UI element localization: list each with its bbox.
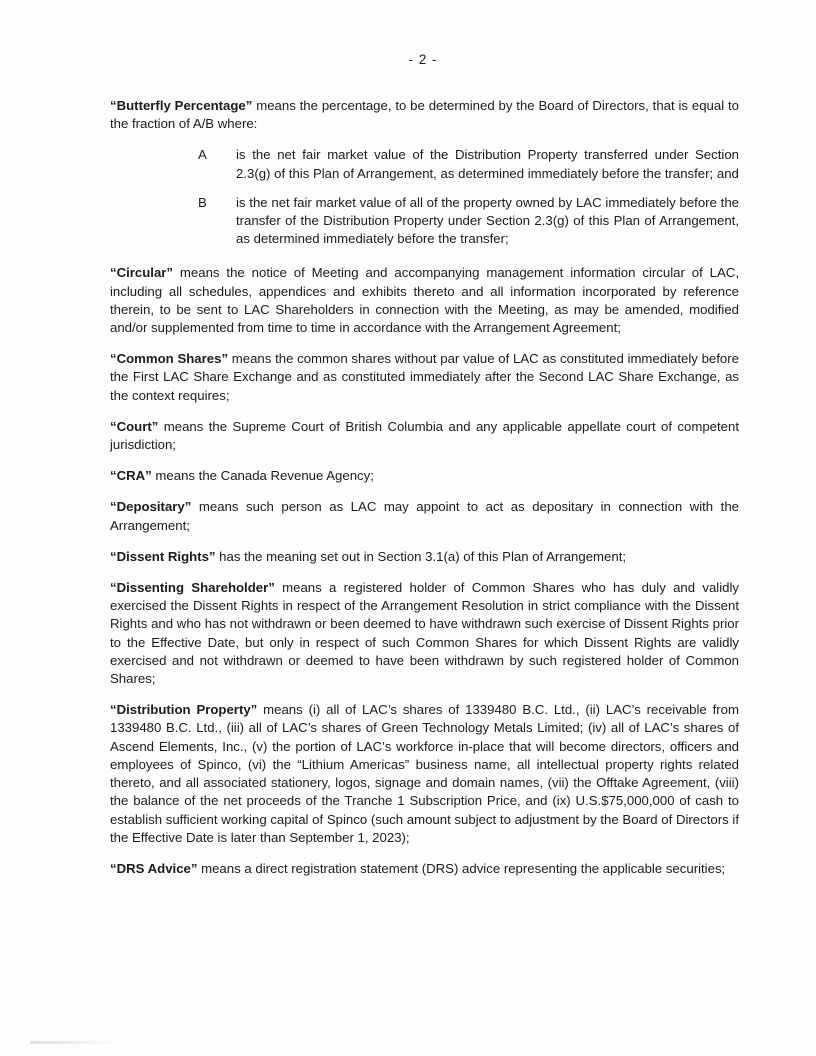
definition-text: means the percentage, to be determined by the Board of Directors, that is equal to the fraction of A/B where: — [110, 98, 739, 132]
component-b — [110, 194, 739, 249]
fraction-components — [110, 146, 739, 248]
term-cra: “CRA” — [110, 468, 152, 484]
component-text: is the net fair market value of all of the property owned by LAC immediately before the transfer of the Distribution Property under Section 2.3(g) of this Plan of Arrangement, as determined immediately before the transfer; — [236, 194, 739, 247]
definition-text: means a direct registration statement (DRS) advice representing the applicable securities; — [197, 860, 726, 876]
term-depositary: “Depositary” — [110, 499, 192, 515]
definition-text: has the meaning set out in Section 3.1(a) of this Plan of Arrangement; — [215, 548, 627, 564]
definition-text: means the common shares without par value of LAC as constituted immediately before the First LAC Share Exchange and as constituted immediately after the Second LAC Share Exchange, as the context requires; — [110, 351, 739, 403]
definition-drs-advice — [110, 860, 739, 878]
term-distribution-property: “Distribution Property” — [110, 702, 258, 718]
component-label: A — [198, 147, 207, 163]
term-dissenting-shareholder: “Dissenting Shareholder” — [110, 580, 275, 596]
component-a — [110, 146, 739, 182]
component-text: is the net fair market value of the Distribution Property transferred under Section 2.3(g) of this Plan of Arrangement, as determined immediately before the transfer; and — [236, 147, 739, 181]
definition-text: means (i) all of LAC’s shares of 1339480 B.C. Ltd., (ii) LAC’s receivable from 1339480 B.C. Ltd., (iii) all of LAC’s shares of Green Technology Metals Limited; (iv) all of LAC’s shares of Ascend Elements, Inc., (v) the portion of LAC’s workforce in-place that will become directors, officers and employees of Spinco, (vi) the “Lithium Americas” business name, all intellectual property rights related thereto, and all associated stationery, logos, signage and domain names, (vii) the Offtake Agreement, (viii) the balance of the net proceeds of the Tranche 1 Subscription Price, and (ix) U.S.$75,000,000 of cash to establish sufficient working capital of Spinco (such amount subject to adjustment by the Board of Directors if the Effective Date is later than September 1, 2023); — [110, 702, 739, 845]
definition-cra — [110, 467, 739, 485]
definition-distribution-property — [110, 701, 739, 847]
definition-dissent-rights — [110, 548, 739, 566]
definition-circular — [110, 264, 739, 337]
definition-common-shares — [110, 350, 739, 405]
term-drs-advice: “DRS Advice” — [110, 860, 198, 876]
definition-text: means the Canada Revenue Agency; — [151, 468, 374, 484]
definitions-section — [110, 97, 739, 891]
definition-text: means the Supreme Court of British Columbia and any applicable appellate court of competent jurisdiction; — [110, 418, 739, 453]
definition-text: means such person as LAC may appoint to act as depositary in connection with the Arrangement; — [110, 499, 739, 533]
definition-text: means a registered holder of Common Shares who has duly and validly exercised the Dissent Rights in respect of the Arrangement Resolution in strict compliance with the Dissent Rights and who has not withdrawn or been deemed to have withdrawn such exercise of Dissent Rights prior to the Effective Date, but only in respect of such Common Shares for which Dissent Rights are validly exercised and not withdrawn or deemed to have been withdrawn by such registered holder of Common Shares; — [110, 580, 740, 687]
term-dissent-rights: “Dissent Rights” — [110, 548, 216, 564]
page-number: - 2 - — [408, 52, 438, 67]
term-circular: “Circular” — [110, 265, 174, 281]
definition-court — [110, 418, 739, 454]
definition-text: means the notice of Meeting and accompanying management information circular of LAC, including all schedules, appendices and exhibits thereto and all information incorporated by reference therein, to be sent to LAC Shareholders in connection with the Meeting, as may be amended, modified and/or supplemented from time to time in accordance with the Arrangement Agreement; — [110, 265, 739, 336]
term-court: “Court” — [110, 418, 159, 434]
definition-butterfly-percentage — [110, 97, 739, 133]
component-label: B — [198, 194, 207, 210]
scan-edge-shadow — [30, 1041, 120, 1044]
definition-dissenting-shareholder — [110, 579, 739, 688]
definition-depositary — [110, 498, 739, 534]
term-butterfly-percentage: “Butterfly Percentage” — [110, 98, 253, 113]
term-common-shares: “Common Shares” — [110, 351, 229, 367]
